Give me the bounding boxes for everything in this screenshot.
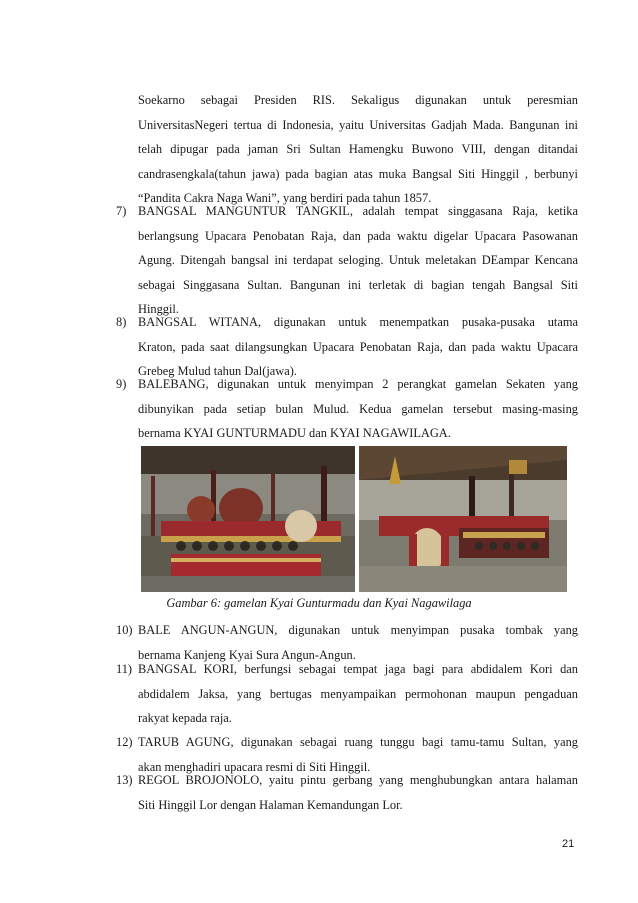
text-line: “Pandita Cakra Naga Wani”, yang berdiri pada tahun 1857. xyxy=(138,191,432,206)
text-line: BANGSAL WITANA, digunakan untuk menempatkan pusaka-pusaka utama xyxy=(138,315,578,329)
list-number: 12) xyxy=(116,735,133,749)
list-number: 7) xyxy=(116,204,127,218)
list-item-7 xyxy=(116,199,578,322)
list-number: 11) xyxy=(116,662,133,676)
photo-gamelan-kyai-gunturmadu xyxy=(141,446,355,592)
page-number: 21 xyxy=(562,838,575,850)
text-line: candrasengkala(tahun jawa) pada bagian atas muka Bangsal Siti Hinggil , berbunyi xyxy=(138,166,578,181)
text-line: Kraton, pada saat dilangsungkan Upacara Penobatan Raja, dan pada waktu Upacara xyxy=(138,339,578,354)
intro-paragraph xyxy=(138,88,578,211)
text-line: BANGSAL KORI, berfungsi sebagai tempat jaga bagi para abdidalem Kori dan xyxy=(138,662,578,676)
text-line: BANGSAL MANGUNTUR TANGKIL, adalah tempat singgasana Raja, ketika xyxy=(138,204,578,218)
text-line: UniversitasNegeri tertua di Indonesia, yaitu Universitas Gadjah Mada. Bangunan ini xyxy=(138,117,578,132)
list-number: 13) xyxy=(116,773,133,787)
text-line: akan menghadiri upacara resmi di Siti Hinggil. xyxy=(138,759,371,774)
list-number: 10) xyxy=(116,623,133,637)
photo-gamelan-kyai-nagawilaga xyxy=(359,446,567,592)
text-line: dibunyikan pada setiap bulan Mulud. Kedua gamelan tersebut masing-masing xyxy=(138,401,578,416)
text-line: Grebeg Mulud tahun Dal(jawa). xyxy=(138,364,297,379)
text-line: REGOL BROJONOLO, yaitu pintu gerbang yang menghubungkan antara halaman xyxy=(138,773,578,787)
text-line: berlangsung Upacara Penobatan Raja, dan pada waktu digelar Upacara Pasowanan xyxy=(138,228,578,243)
text-line: rakyat kepada raja. xyxy=(138,711,232,726)
gamelan-photos xyxy=(141,446,567,592)
text-line: sebagai Singgasana Sultan. Bangunan ini terletak di bagian tengah Bangsal Siti xyxy=(138,277,578,292)
text-line: Soekarno sebagai Presiden RIS. Sekaligus digunakan untuk peresmian xyxy=(138,93,578,107)
text-line: BALE ANGUN-ANGUN, digunakan untuk menyimpan pusaka tombak yang xyxy=(138,623,578,637)
text-line: Hinggil. xyxy=(138,302,179,317)
text-line: bernama KYAI GUNTURMADU dan KYAI NAGAWILAGA. xyxy=(138,426,451,441)
text-line: Siti Hinggil Lor dengan Halaman Kemandungan Lor. xyxy=(138,797,403,812)
text-line: Agung. Ditengah bangsal ini terdapat seloging. Untuk meletakan DEampar Kencana xyxy=(138,253,578,268)
text-line: TARUB AGUNG, digunakan sebagai ruang tunggu bagi tamu-tamu Sultan, yang xyxy=(138,735,578,749)
text-line: abdidalem Jaksa, yang bertugas menyampaikan permohonan maupun pengaduan xyxy=(138,686,578,701)
list-item-9 xyxy=(116,372,578,446)
text-line: bernama Kanjeng Kyai Sura Angun-Angun. xyxy=(138,647,356,662)
list-number: 9) xyxy=(116,377,127,391)
list-item-11 xyxy=(116,657,578,731)
list-number: 8) xyxy=(116,315,127,329)
figure-caption: Gambar 6: gamelan Kyai Gunturmadu dan Kyai Nagawilaga xyxy=(166,596,472,610)
text-line: BALEBANG, digunakan untuk menyimpan 2 perangkat gamelan Sekaten yang xyxy=(138,377,578,391)
text-line: telah dipugar pada jaman Sri Sultan Hamengku Buwono VIII, dengan ditandai xyxy=(138,142,578,157)
list-item-13 xyxy=(116,768,578,817)
